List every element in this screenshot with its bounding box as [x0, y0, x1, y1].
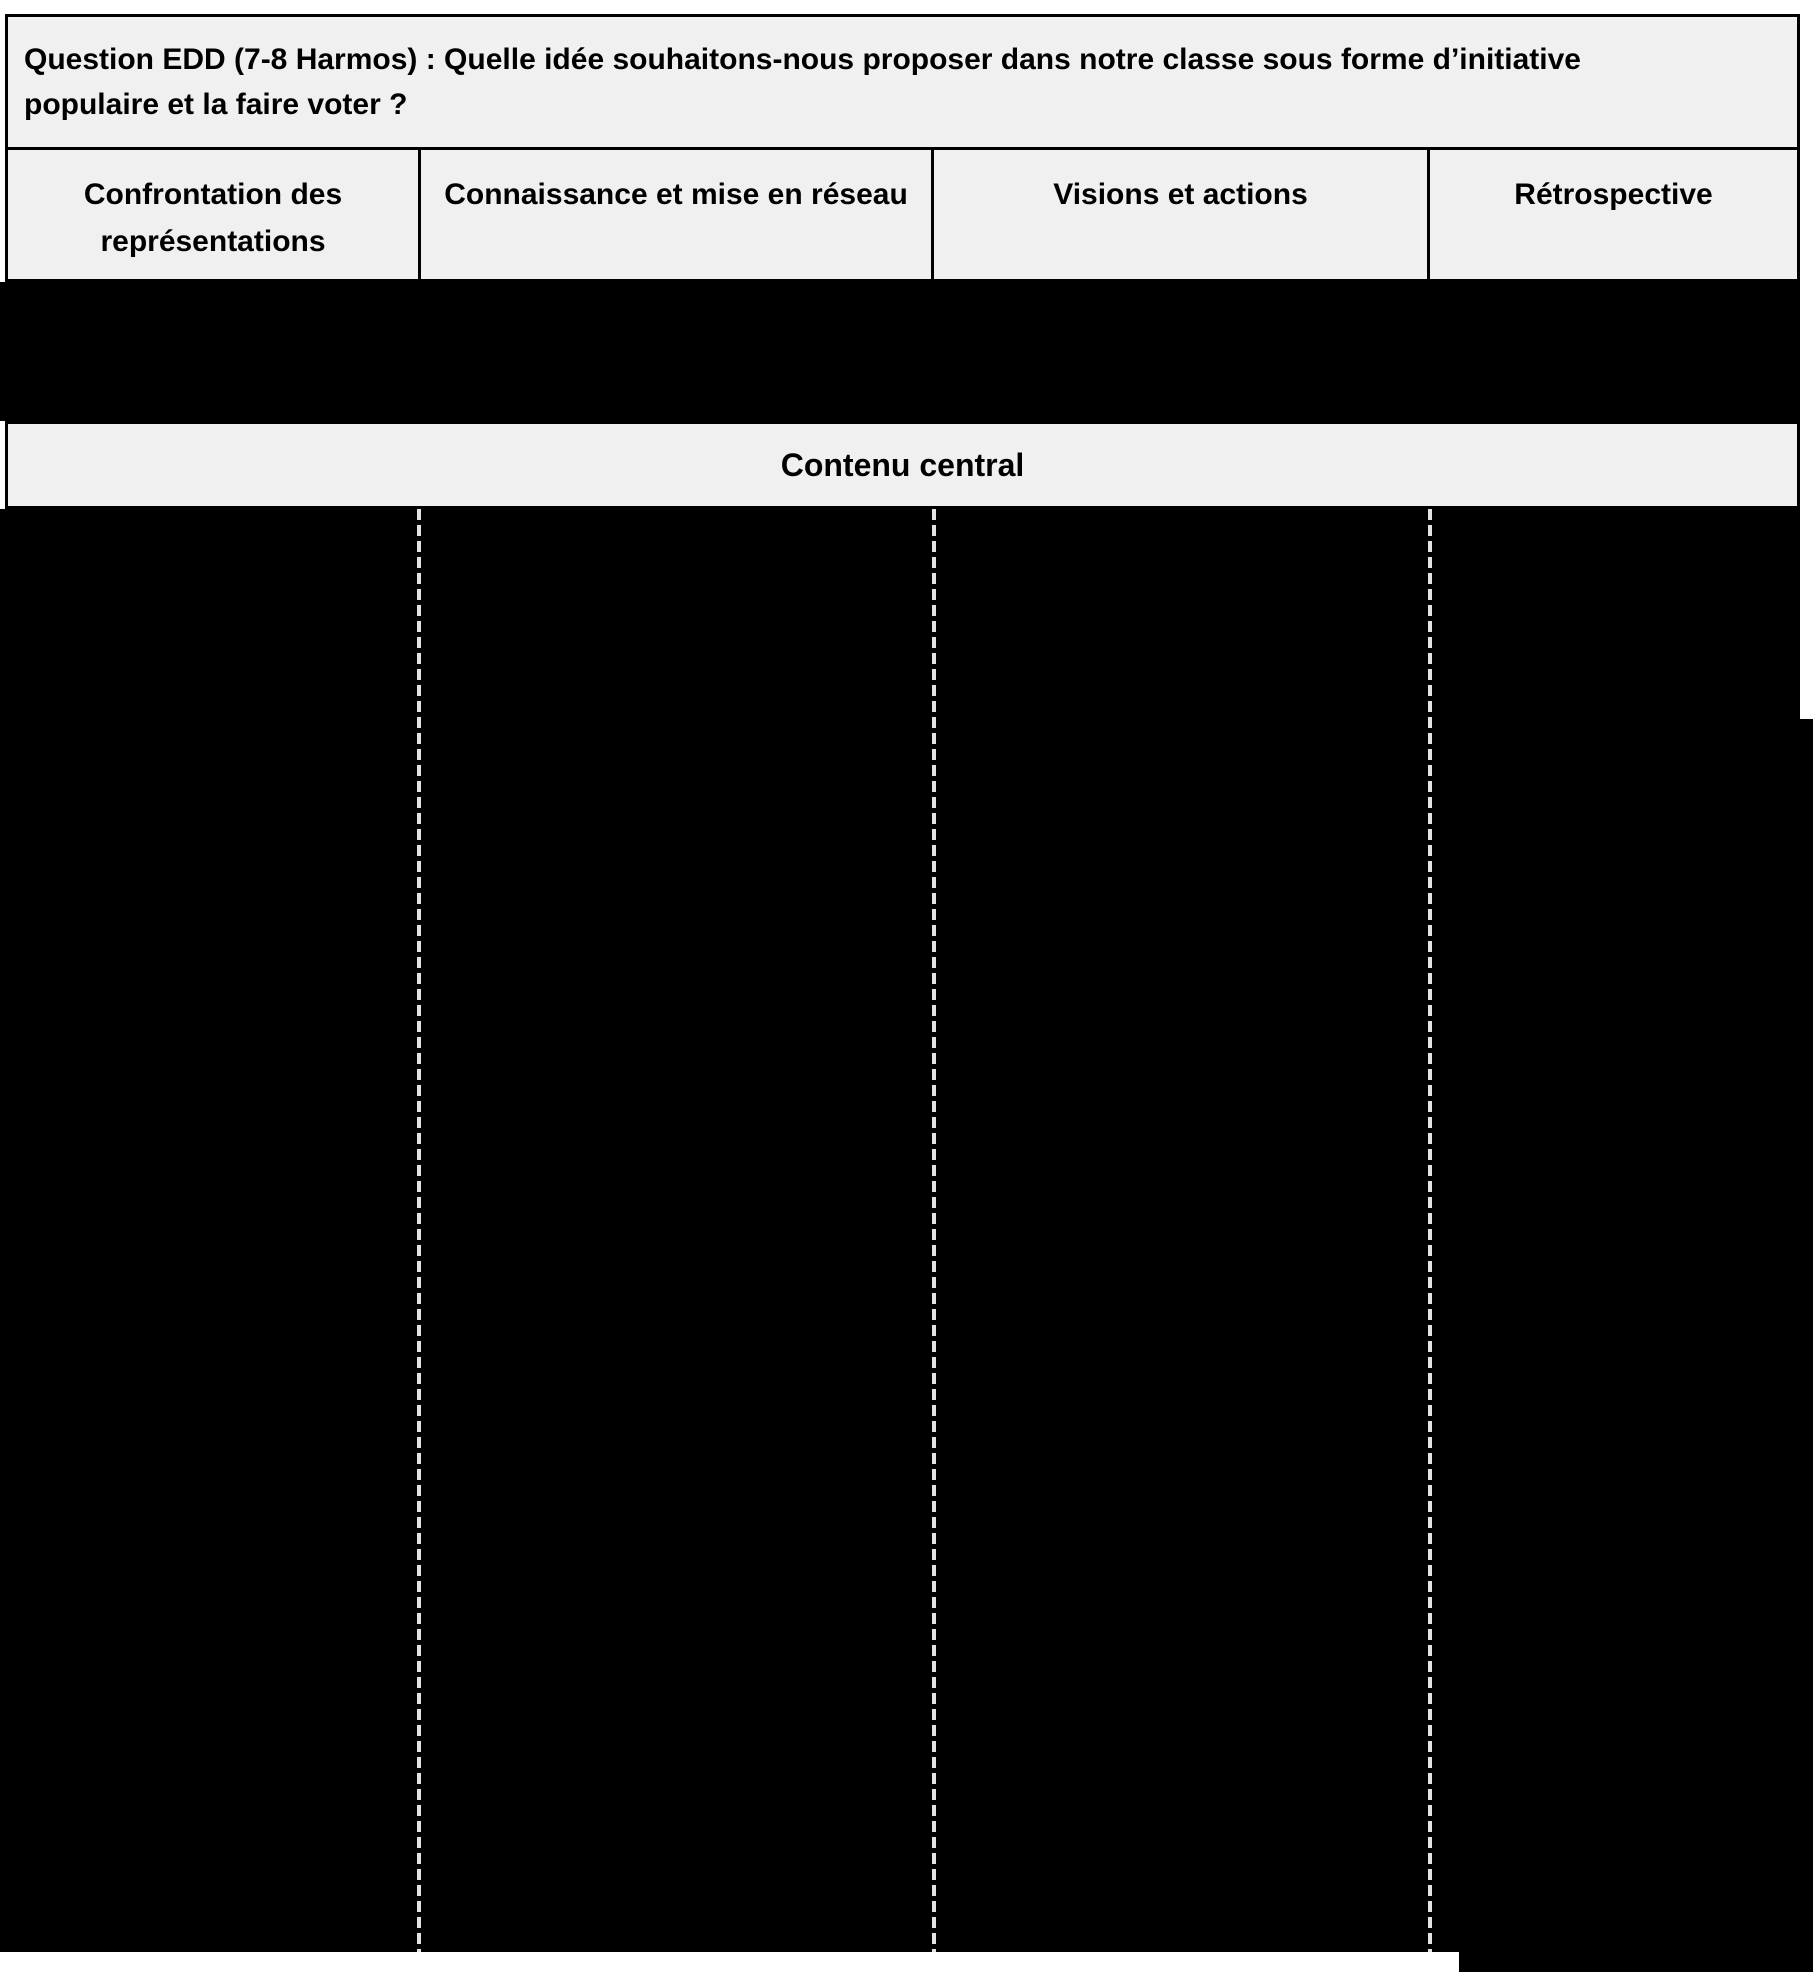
redacted-columns-area — [0, 509, 1800, 1952]
content-central-label: Contenu central — [780, 446, 1025, 483]
phase-header-connaissance-et-mise-en-reseau: Connaissance et mise en réseau — [421, 150, 934, 282]
redacted-right-strip — [1800, 719, 1813, 1972]
redacted-band-top — [0, 282, 1800, 421]
column-divider-1 — [417, 509, 421, 1952]
redacted-bottom-right-corner — [1459, 1952, 1813, 1972]
column-divider-3 — [1428, 509, 1432, 1952]
question-title-line1: Question EDD (7-8 Harmos) : Quelle idée souhaitons-nous proposer dans notre classe sous forme d’initiative — [24, 43, 1581, 76]
content-central-bar — [5, 421, 1800, 509]
phase-header-visions-et-actions: Visions et actions — [934, 150, 1430, 282]
column-divider-2 — [932, 509, 936, 1952]
phase-header-retrospective: Rétrospective — [1430, 150, 1800, 282]
question-title — [5, 14, 1800, 150]
question-title-line2: populaire et la faire voter ? — [24, 88, 408, 121]
phase-header-confrontation-des-representations: Confrontation des représentations — [5, 150, 421, 282]
